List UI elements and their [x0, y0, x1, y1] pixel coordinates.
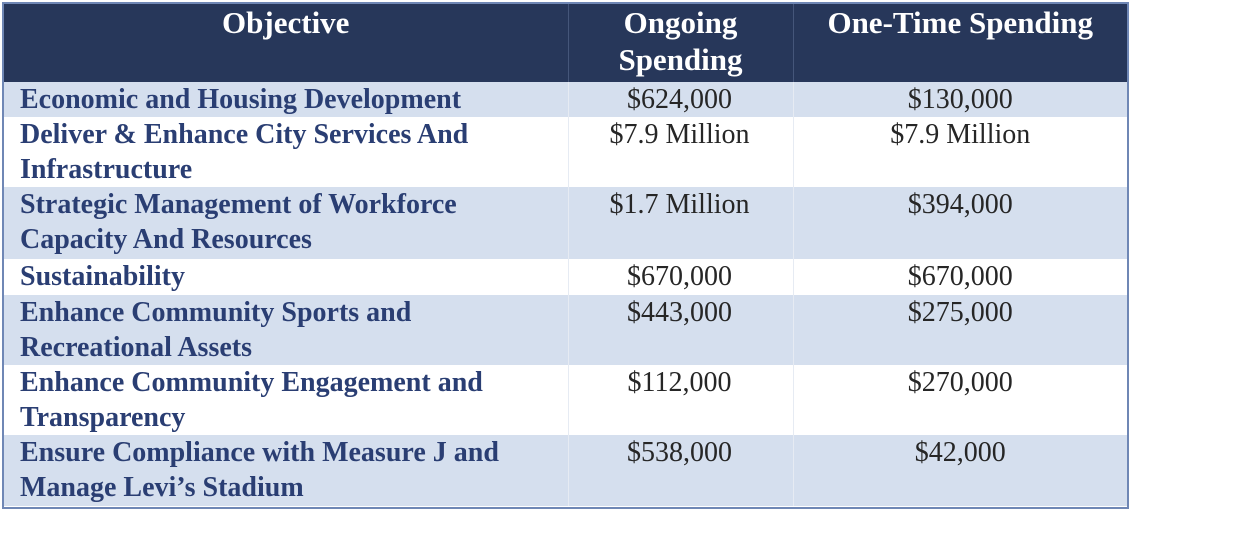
table-header	[4, 4, 1127, 82]
header-row	[4, 4, 1127, 82]
one-time-cell: $275,000	[793, 295, 1127, 365]
one-time-cell: $394,000	[793, 187, 1127, 259]
ongoing-cell: $538,000	[568, 435, 793, 506]
header-one-time-spending: One-Time Spending	[793, 4, 1127, 82]
table-row	[4, 435, 1127, 506]
header-ongoing-line1: Ongoing	[623, 5, 738, 40]
one-time-cell: $670,000	[793, 259, 1127, 295]
one-time-cell: $7.9 Million	[793, 117, 1127, 187]
header-ongoing-spending	[568, 4, 793, 82]
table-body	[4, 82, 1127, 506]
one-time-cell: $42,000	[793, 435, 1127, 506]
ongoing-cell: $670,000	[568, 259, 793, 295]
spending-table-container	[2, 2, 1129, 509]
table-row	[4, 82, 1127, 117]
ongoing-cell: $7.9 Million	[568, 117, 793, 187]
table-row	[4, 187, 1127, 259]
one-time-cell: $130,000	[793, 82, 1127, 117]
table-row	[4, 365, 1127, 435]
objective-cell: Strategic Management of Workforce Capacity And Resources	[4, 187, 568, 259]
ongoing-cell: $624,000	[568, 82, 793, 117]
objective-cell: Deliver & Enhance City Services And Infrastructure	[4, 117, 568, 187]
objective-cell: Economic and Housing Development	[4, 82, 568, 117]
table-row	[4, 259, 1127, 295]
ongoing-cell: $443,000	[568, 295, 793, 365]
header-ongoing-line2: Spending	[618, 42, 743, 77]
objective-cell: Ensure Compliance with Measure J and Manage Levi’s Stadium	[4, 435, 568, 506]
table-row	[4, 117, 1127, 187]
one-time-cell: $270,000	[793, 365, 1127, 435]
objective-cell: Enhance Community Engagement and Transparency	[4, 365, 568, 435]
objective-cell: Enhance Community Sports and Recreational Assets	[4, 295, 568, 365]
table-row	[4, 295, 1127, 365]
objective-cell: Sustainability	[4, 259, 568, 295]
ongoing-cell: $1.7 Million	[568, 187, 793, 259]
spending-table	[4, 4, 1127, 506]
header-objective: Objective	[4, 4, 568, 82]
ongoing-cell: $112,000	[568, 365, 793, 435]
